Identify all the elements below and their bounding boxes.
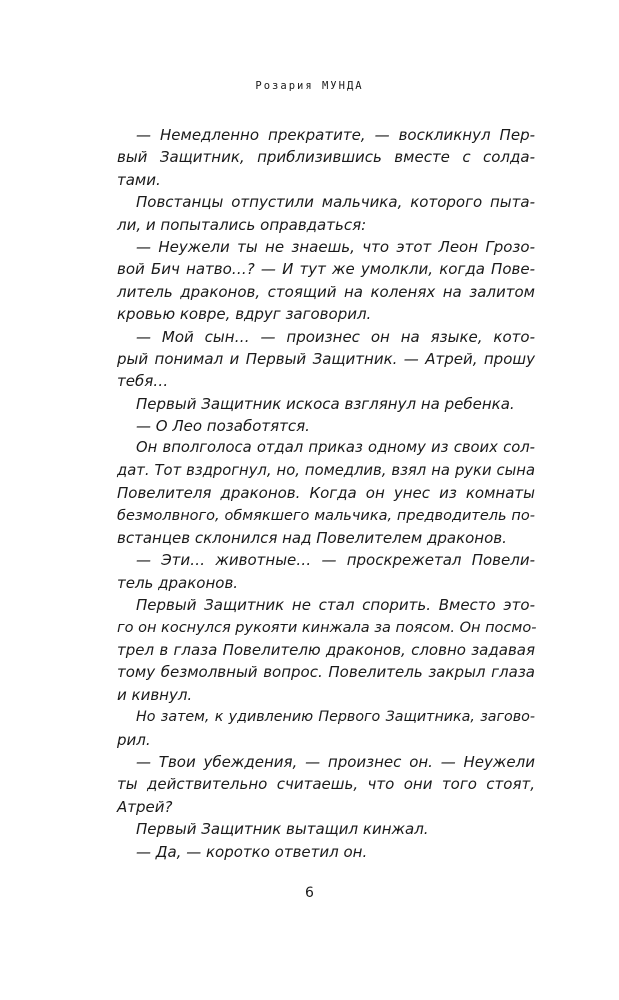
text-line: ты действительно считаешь, что они того стоят, bbox=[117, 775, 535, 794]
text-line: вой Бич натво…? — И тут же умолкли, когда Пове- bbox=[117, 260, 535, 279]
running-header: Розария МУНДА bbox=[255, 80, 364, 92]
text-line: Повстанцы отпустили мальчика, которого пыта- bbox=[136, 193, 535, 212]
text-line: рил. bbox=[117, 730, 151, 749]
text-line: Первый Защитник искоса взглянул на ребенка. bbox=[136, 394, 515, 413]
text-line: — О Лео позаботятся. bbox=[136, 417, 310, 436]
text-line: тами. bbox=[117, 170, 161, 189]
text-line: безмолвного, обмякшего мальчика, предводитель по- bbox=[117, 507, 535, 524]
text-line: кровью ковре, вдруг заговорил. bbox=[117, 305, 372, 324]
text-line: Он вполголоса отдал приказ одному из своих сол- bbox=[136, 439, 535, 457]
text-line: трел в глаза Повелителю драконов, словно задавая bbox=[117, 640, 535, 659]
body-text bbox=[117, 124, 535, 863]
text-line: тель драконов. bbox=[117, 573, 239, 592]
text-line: — Да, — коротко ответил он. bbox=[136, 842, 368, 861]
text-line: рый понимал и Первый Защитник. — Атрей, прошу bbox=[117, 349, 535, 368]
page-number: 6 bbox=[305, 885, 314, 901]
text-line: Атрей? bbox=[117, 797, 173, 816]
text-line: — Эти… животные… — проскрежетал Повели- bbox=[136, 551, 535, 570]
text-line: Первый Защитник вытащил кинжал. bbox=[136, 820, 429, 839]
text-line: литель драконов, стоящий на коленях на залитом bbox=[117, 282, 535, 301]
text-line: встанцев склонился над Повелителем драконов. bbox=[117, 529, 507, 548]
text-line: — Мой сын… — произнес он на языке, кото- bbox=[136, 327, 535, 346]
text-line: ли, и попытались оправдаться: bbox=[117, 215, 367, 234]
text-line: — Твои убеждения, — произнес он. — Неужели bbox=[136, 752, 535, 771]
text-line: и кивнул. bbox=[117, 685, 193, 704]
text-line: дат. Тот вздрогнул, но, помедлив, взял на руки сына bbox=[117, 461, 535, 479]
text-line: го он коснулся рукояти кинжала за поясом. Он посмо- bbox=[117, 619, 537, 636]
text-line: вый Защитник, приблизившись вместе с солда- bbox=[117, 148, 535, 167]
text-line: Но затем, к удивлению Первого Защитника, загово- bbox=[136, 709, 535, 726]
text-line: тебя… bbox=[117, 372, 169, 391]
text-line: — Немедленно прекратите, — воскликнул Пер- bbox=[136, 126, 535, 144]
text-line: Повелителя драконов. Когда он унес из комнаты bbox=[117, 484, 535, 503]
text-line: — Неужели ты не знаешь, что этот Леон Грозо- bbox=[136, 237, 535, 256]
text-line: тому безмолвный вопрос. Повелитель закрыл глаза bbox=[117, 663, 535, 682]
text-line: Первый Защитник не стал спорить. Вместо это- bbox=[136, 596, 535, 615]
